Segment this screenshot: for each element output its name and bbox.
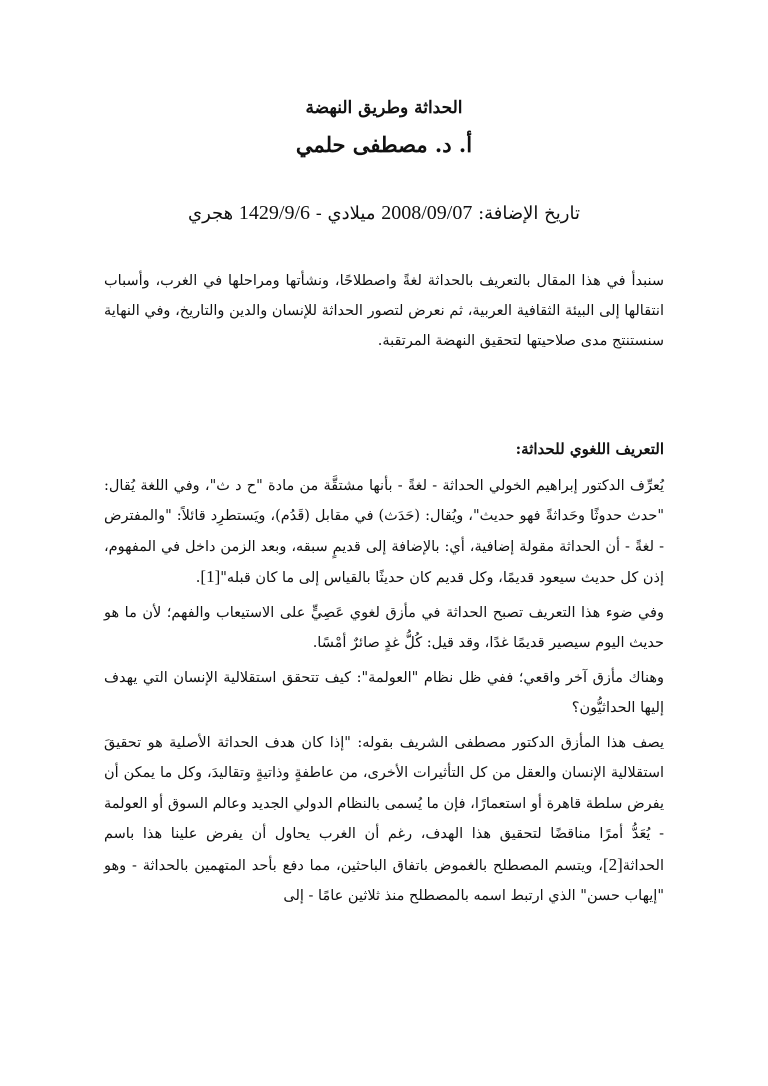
date-label: تاريخ الإضافة:	[478, 203, 580, 224]
article-title: الحداثة وطريق النهضة	[305, 98, 463, 118]
hijri-date: 1429/9/6	[238, 202, 311, 224]
paragraph-3: وهناك مأزق آخر واقعي؛ ففي ظل نظام "العولمة": كيف تتحقق استقلالية الإنسان التي يهدف إليها الحداثيُّون؟	[104, 669, 664, 716]
paragraph-4-text: يصف هذا المأزق الدكتور مصطفى الشريف بقوله: "إذا كان هدف الحداثة الأصلية هو تحقيقَ استقلالية الإنسان والعقل من كل التأثيرات الأخرى، من عاطفةٍ وذاتيةٍ وتقاليدَ، وكل ما يمكن أن يفرض سلطة قاهرة أو استعمارًا، فإن ما يُسمى بالنظام الدولي الجديد وعالم السوق أو العولمة - يُعَدُّ أمرًا مناقضًا لتحقيق هذا الهدف، رغم أن الغرب يحاول أن يفرض علينا هذا باسم الحداثة	[104, 734, 664, 874]
intro-text: سنبدأ في هذا المقال بالتعريف بالحداثة لغةً واصطلاحًا، ونشأتها ومراحلها في الغرب، وأسباب انتقالها إلى البيئة الثقافية العربية، ثم نعرض لتصور الحداثة للإنسان والدين والتاريخ، وفي النهاية سنستنتج مدى صلاحيتها لتحقيق النهضة المرتقبة.	[104, 273, 664, 349]
footnote-ref-1[interactable]: [1]	[200, 567, 221, 586]
paragraph-1-text: يُعرِّف الدكتور إبراهيم الخولي الحداثة - لغةً - بأنها مشتقَّة من مادة "ح د ث"، وفي اللغة يُقال: "حدث حدوثًا وحَداثةً فهو حديث"، ويُقال: (حَدَث) في مقابل (قَدُم)، ويَستطرِد قائلاً: "والمفترض - لغةً - أن الحداثة مقولة إضافية، أي: بالإضافة إلى قديمٍ سبقه، وبعد الزمن داخل في المفهوم، إذن كل حديث سيعود قديمًا، وكل قديم كان حديثًا بالقياس إلى ما كان قبله"	[104, 477, 664, 586]
intro-paragraph	[104, 266, 664, 356]
paragraph-4	[104, 728, 664, 912]
paragraph-2: وفي ضوء هذا التعريف تصبح الحداثة في مأزق لغوي عَصِيٍّ على الاستيعاب والفهم؛ لأن ما هو حديث اليوم سيصير قديمًا غدًا، وقد قيل: كُلُّ غدٍ صائرٌ أمْسًا.	[104, 604, 664, 651]
publication-date-line	[0, 202, 768, 225]
article-author: أ. د. مصطفى حلمي	[295, 132, 473, 157]
paragraph-1-end: .	[195, 570, 201, 586]
footnote-ref-2[interactable]: [2]	[602, 854, 623, 874]
linguistic-definition-section	[104, 434, 664, 912]
paragraph-4-end: ، ويتسم المصطلح بالغموض باتفاق الباحثين، مما دفع بأحد المتهمين بالحداثة - وهو "إيهاب حسن" الذي ارتبط اسمه بالمصطلح منذ ثلاثين عامًا - إلى	[104, 857, 664, 904]
section-heading: التعريف اللغوي للحداثة:	[515, 440, 664, 458]
gregorian-suffix: ميلادي -	[315, 203, 376, 224]
gregorian-date: 2008/09/07	[381, 202, 473, 224]
hijri-suffix: هجري	[188, 203, 234, 224]
paragraph-1	[104, 471, 664, 594]
